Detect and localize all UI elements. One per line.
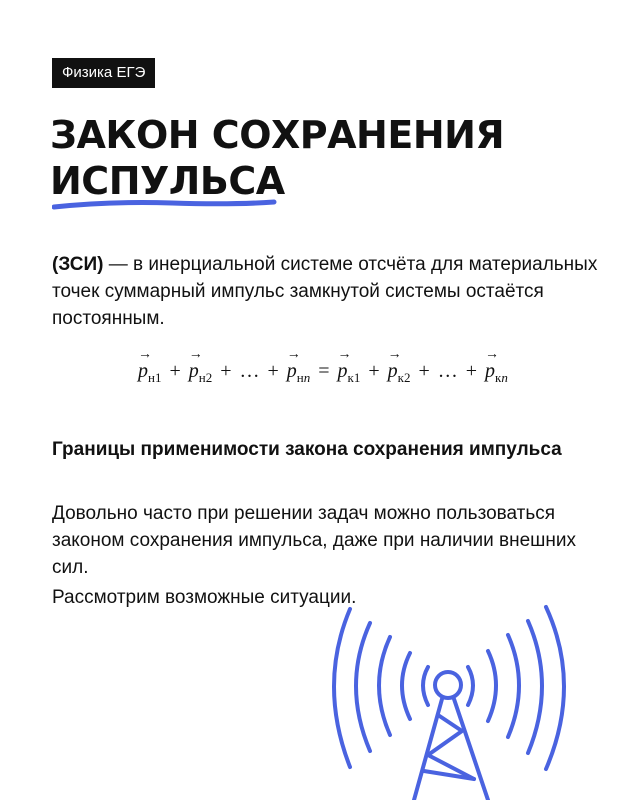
definition-text: — в инерциальной системе отсчёта для материальных точек суммарный импульс замкнутой системы остаётся постоянным.: [52, 254, 598, 329]
paragraph-1: Довольно часто при решении задач можно пользоваться законом сохранения импульса, даже при наличии внешних сил.: [52, 503, 576, 578]
formula-sub-initial-n: [297, 370, 310, 385]
conservation-formula: [138, 360, 508, 386]
page-title: [50, 112, 504, 204]
formula-sub-final-2: к2: [397, 370, 411, 385]
radio-tower-icon: [320, 585, 580, 800]
formula-p-initial-1: → p: [138, 360, 148, 383]
formula-ellipsis-2: …: [437, 360, 458, 382]
formula-plus-3: +: [267, 360, 279, 382]
formula-sub-final-n: [495, 370, 508, 385]
formula-sub-final-n-index: n: [501, 370, 508, 385]
formula-plus-4: +: [368, 360, 380, 382]
subject-tag: Физика ЕГЭ: [52, 58, 155, 88]
formula-ellipsis-1: …: [239, 360, 260, 382]
formula-sub-initial-n-index: n: [303, 370, 311, 385]
formula-p-initial-n: → p: [287, 360, 297, 383]
formula-plus-6: +: [465, 360, 478, 382]
section-heading: Границы применимости закона сохранения импульса: [52, 439, 562, 460]
title-line-2: ИСПУЛЬСА: [50, 159, 285, 203]
formula-sub-final-1: к1: [347, 370, 361, 385]
formula-sub-final-n-letter: к: [495, 370, 502, 385]
formula-sub-initial-n-letter: н: [296, 370, 304, 385]
definition-term: (ЗСИ): [52, 254, 104, 275]
title-line-1: ЗАКОН СОХРАНЕНИЯ: [50, 113, 505, 157]
paragraph-2: Рассмотрим возможные ситуации.: [52, 587, 357, 608]
formula-p-final-n: → p: [485, 360, 495, 383]
formula-equals: =: [318, 360, 330, 382]
formula-p-final-2: → p: [388, 360, 398, 383]
formula-plus-2: +: [220, 360, 232, 382]
formula-sub-initial-1: н1: [148, 370, 162, 385]
definition: [52, 251, 612, 332]
formula-sub-initial-2: н2: [198, 370, 213, 385]
formula-plus-1: +: [169, 360, 181, 382]
formula-p-initial-2: → p: [189, 360, 199, 383]
title-underline: [52, 196, 278, 212]
formula-p-final-1: → p: [338, 360, 348, 383]
formula-plus-5: +: [418, 360, 430, 382]
